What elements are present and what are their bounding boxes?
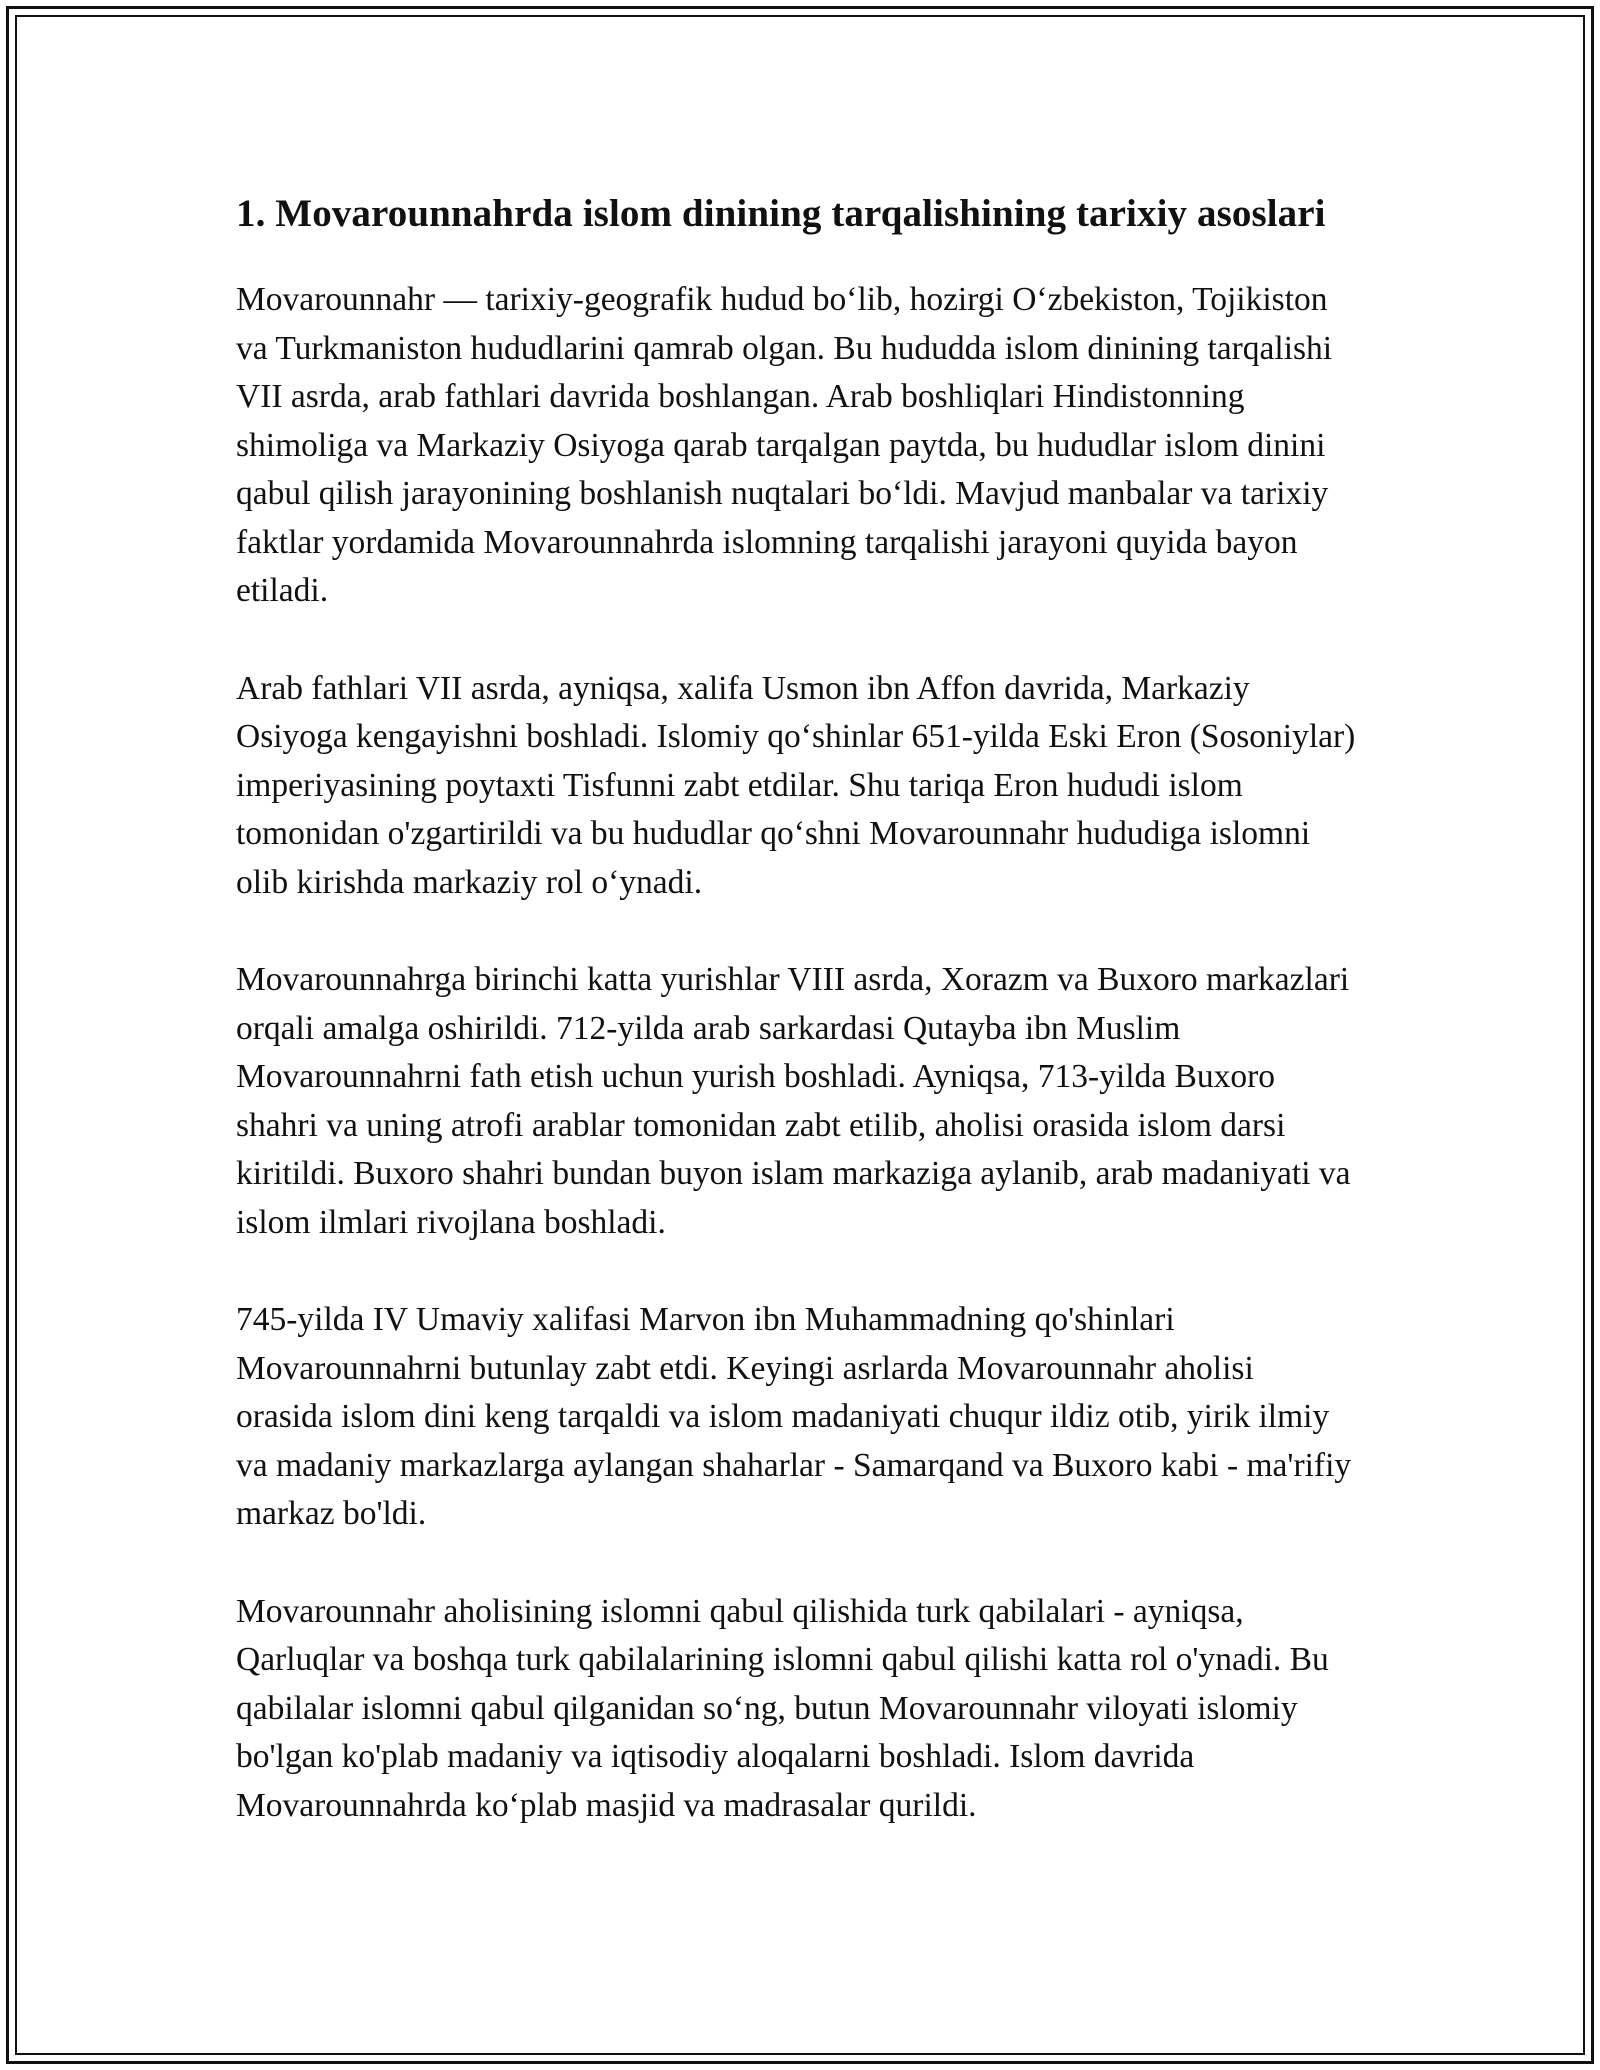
- paragraph-3: Movarounnahrga birinchi katta yurishlar VIII asrda, Xorazm va Buxoro markazlari orqali amalga oshirildi. 712-yilda arab sarkardasi Qutayba ibn Muslim Movarounnahrni fath etish uchun yurish boshladi. Ayniqsa, 713-yilda Buxoro shahri va uning atrofi arablar tomonidan zabt etilib, aholisi orasida islom darsi kiritildi. Buxoro shahri bundan buyon islam markaziga aylanib, arab madaniyati va islom ilmlari rivojlana boshladi.: [236, 961, 1351, 1241]
- document-body: [236, 186, 1356, 1879]
- paragraph-4: 745-yilda IV Umaviy xalifasi Marvon ibn Muhammadning qo'shinlari Movarounnahrni butunlay zabt etdi. Keyingi asrlarda Movarounnahr aholisi orasida islom dini keng tarqaldi va islom madaniyati chuqur ildiz otib, yirik ilmiy va madaniy markazlarga aylangan shaharlar - Samarqand va Buxoro kabi - ma'rifiy markaz bo'ldi.: [236, 1301, 1352, 1532]
- paragraph-1: Movarounnahr — tarixiy-geografik hudud bo‘lib, hozirgi O‘zbekiston, Tojikiston va Turkmaniston hududlarini qamrab olgan. Bu hududda islom dinining tarqalishi VII asrda, arab fathlari davrida boshlangan. Arab boshliqlari Hindistonning shimoliga va Markaziy Osiyoga qarab tarqalgan paytda, bu hududlar islom dinini qabul qilish jarayonining boshlanish nuqtalari bo‘ldi. Mavjud manbalar va tarixiy faktlar yordamida Movarounnahrda islomning tarqalishi jarayoni quyida bayon etiladi.: [236, 281, 1333, 609]
- paragraph-5: Movarounnahr aholisining islomni qabul qilishida turk qabilalari - ayniqsa, Qarluqlar va boshqa turk qabilalarining islomni qabul qilishi katta rol o'ynadi. Bu qabilalar islomni qabul qilganidan so‘ng, butun Movarounnahr viloyati islomiy bo'lgan ko'plab madaniy va iqtisodiy aloqalarni boshladi. Islom davrida Movarounnahrda ko‘plab masjid va madrasalar qurildi.: [236, 1592, 1329, 1824]
- section-heading: 1. Movarounnahrda islom dinining tarqalishining tarixiy asoslari: [236, 192, 1326, 235]
- paragraph-2: Arab fathlari VII asrda, ayniqsa, xalifa Usmon ibn Affon davrida, Markaziy Osiyoga kengayishni boshladi. Islomiy qo‘shinlar 651-yilda Eski Eron (Sosoniylar) imperiyasining poytaxti Tisfunni zabt etdilar. Shu tariqa Eron hududi islom tomonidan o'zgartirildi va bu hududlar qo‘shni Movarounnahr hududiga islomni olib kirishda markaziy rol o‘ynadi.: [236, 669, 1356, 901]
